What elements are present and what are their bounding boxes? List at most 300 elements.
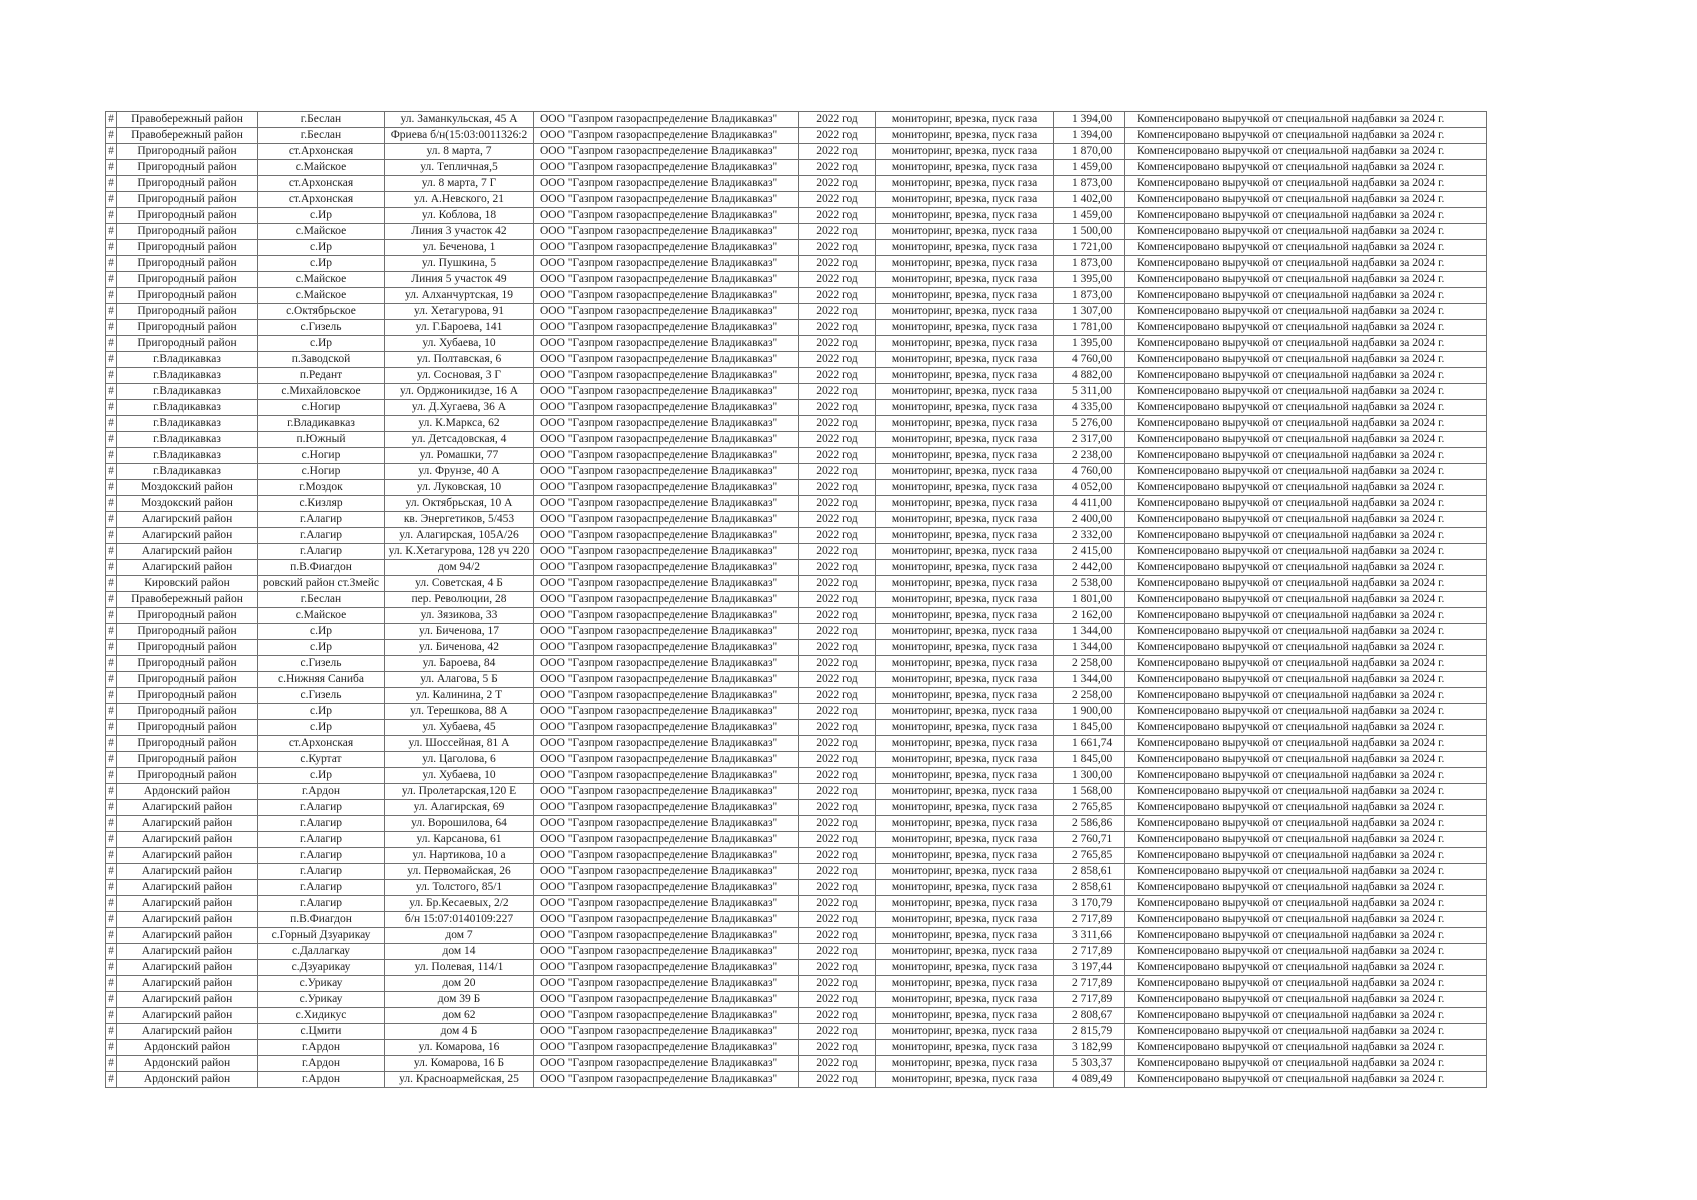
district-cell[interactable]: Ардонский район	[117, 1040, 258, 1056]
district-cell[interactable]: Алагирский район	[117, 912, 258, 928]
work-type-cell[interactable]: мониторинг, врезка, пуск газа	[876, 976, 1054, 992]
district-cell[interactable]: Пригородный район	[117, 192, 258, 208]
row-number-cell[interactable]: #	[106, 880, 117, 896]
organization-cell[interactable]: ООО "Газпром газораспределение Владикавказ"	[534, 272, 799, 288]
organization-cell[interactable]: ООО "Газпром газораспределение Владикавказ"	[534, 176, 799, 192]
amount-cell[interactable]: 1 568,00	[1054, 784, 1125, 800]
district-cell[interactable]: Алагирский район	[117, 832, 258, 848]
address-cell[interactable]: ул. Цаголова, 6	[385, 752, 534, 768]
work-type-cell[interactable]: мониторинг, врезка, пуск газа	[876, 416, 1054, 432]
locality-cell[interactable]: с.Ир	[258, 704, 385, 720]
organization-cell[interactable]: ООО "Газпром газораспределение Владикавказ"	[534, 992, 799, 1008]
locality-cell[interactable]: г.Беслан	[258, 592, 385, 608]
locality-cell[interactable]: г.Алагир	[258, 528, 385, 544]
work-type-cell[interactable]: мониторинг, врезка, пуск газа	[876, 288, 1054, 304]
note-cell[interactable]: Компенсировано выручкой от специальной надбавки за 2024 г.	[1125, 976, 1487, 992]
district-cell[interactable]: Моздокский район	[117, 480, 258, 496]
locality-cell[interactable]: г.Ардон	[258, 784, 385, 800]
note-cell[interactable]: Компенсировано выручкой от специальной надбавки за 2024 г.	[1125, 720, 1487, 736]
work-type-cell[interactable]: мониторинг, врезка, пуск газа	[876, 944, 1054, 960]
locality-cell[interactable]: г.Алагир	[258, 816, 385, 832]
year-cell[interactable]: 2022 год	[799, 384, 876, 400]
address-cell[interactable]: ул. Советская, 4 Б	[385, 576, 534, 592]
year-cell[interactable]: 2022 год	[799, 608, 876, 624]
address-cell[interactable]: ул. 8 марта, 7 Г	[385, 176, 534, 192]
year-cell[interactable]: 2022 год	[799, 752, 876, 768]
note-cell[interactable]: Компенсировано выручкой от специальной надбавки за 2024 г.	[1125, 704, 1487, 720]
organization-cell[interactable]: ООО "Газпром газораспределение Владикавказ"	[534, 720, 799, 736]
amount-cell[interactable]: 5 311,00	[1054, 384, 1125, 400]
address-cell[interactable]: ул. Коблова, 18	[385, 208, 534, 224]
locality-cell[interactable]: г.Алагир	[258, 544, 385, 560]
year-cell[interactable]: 2022 год	[799, 672, 876, 688]
year-cell[interactable]: 2022 год	[799, 1040, 876, 1056]
locality-cell[interactable]: г.Алагир	[258, 864, 385, 880]
organization-cell[interactable]: ООО "Газпром газораспределение Владикавказ"	[534, 224, 799, 240]
row-number-cell[interactable]: #	[106, 144, 117, 160]
row-number-cell[interactable]: #	[106, 480, 117, 496]
work-type-cell[interactable]: мониторинг, врезка, пуск газа	[876, 176, 1054, 192]
locality-cell[interactable]: г.Ардон	[258, 1072, 385, 1088]
year-cell[interactable]: 2022 год	[799, 288, 876, 304]
district-cell[interactable]: Пригородный район	[117, 640, 258, 656]
work-type-cell[interactable]: мониторинг, врезка, пуск газа	[876, 816, 1054, 832]
locality-cell[interactable]: г.Беслан	[258, 128, 385, 144]
work-type-cell[interactable]: мониторинг, врезка, пуск газа	[876, 704, 1054, 720]
work-type-cell[interactable]: мониторинг, врезка, пуск газа	[876, 208, 1054, 224]
row-number-cell[interactable]: #	[106, 992, 117, 1008]
year-cell[interactable]: 2022 год	[799, 640, 876, 656]
row-number-cell[interactable]: #	[106, 288, 117, 304]
locality-cell[interactable]: с.Ир	[258, 256, 385, 272]
address-cell[interactable]: ул. Луковская, 10	[385, 480, 534, 496]
amount-cell[interactable]: 1 900,00	[1054, 704, 1125, 720]
work-type-cell[interactable]: мониторинг, врезка, пуск газа	[876, 656, 1054, 672]
year-cell[interactable]: 2022 год	[799, 272, 876, 288]
row-number-cell[interactable]: #	[106, 928, 117, 944]
district-cell[interactable]: Пригородный район	[117, 304, 258, 320]
organization-cell[interactable]: ООО "Газпром газораспределение Владикавказ"	[534, 480, 799, 496]
amount-cell[interactable]: 4 882,00	[1054, 368, 1125, 384]
organization-cell[interactable]: ООО "Газпром газораспределение Владикавказ"	[534, 368, 799, 384]
amount-cell[interactable]: 1 395,00	[1054, 336, 1125, 352]
amount-cell[interactable]: 5 276,00	[1054, 416, 1125, 432]
amount-cell[interactable]: 1 873,00	[1054, 176, 1125, 192]
address-cell[interactable]: ул. Алагирская, 69	[385, 800, 534, 816]
year-cell[interactable]: 2022 год	[799, 784, 876, 800]
amount-cell[interactable]: 2 717,89	[1054, 944, 1125, 960]
row-number-cell[interactable]: #	[106, 512, 117, 528]
district-cell[interactable]: Алагирский район	[117, 864, 258, 880]
amount-cell[interactable]: 2 717,89	[1054, 912, 1125, 928]
year-cell[interactable]: 2022 год	[799, 304, 876, 320]
organization-cell[interactable]: ООО "Газпром газораспределение Владикавказ"	[534, 784, 799, 800]
amount-cell[interactable]: 2 717,89	[1054, 992, 1125, 1008]
locality-cell[interactable]: ст.Архонская	[258, 192, 385, 208]
note-cell[interactable]: Компенсировано выручкой от специальной надбавки за 2024 г.	[1125, 384, 1487, 400]
year-cell[interactable]: 2022 год	[799, 512, 876, 528]
address-cell[interactable]: ул. Фрунзе, 40 А	[385, 464, 534, 480]
district-cell[interactable]: г.Владикавказ	[117, 384, 258, 400]
note-cell[interactable]: Компенсировано выручкой от специальной надбавки за 2024 г.	[1125, 528, 1487, 544]
year-cell[interactable]: 2022 год	[799, 720, 876, 736]
amount-cell[interactable]: 1 307,00	[1054, 304, 1125, 320]
organization-cell[interactable]: ООО "Газпром газораспределение Владикавказ"	[534, 1040, 799, 1056]
note-cell[interactable]: Компенсировано выручкой от специальной надбавки за 2024 г.	[1125, 576, 1487, 592]
year-cell[interactable]: 2022 год	[799, 400, 876, 416]
year-cell[interactable]: 2022 год	[799, 240, 876, 256]
organization-cell[interactable]: ООО "Газпром газораспределение Владикавказ"	[534, 320, 799, 336]
note-cell[interactable]: Компенсировано выручкой от специальной надбавки за 2024 г.	[1125, 736, 1487, 752]
locality-cell[interactable]: с.Майское	[258, 160, 385, 176]
address-cell[interactable]: Линия 5 участок 49	[385, 272, 534, 288]
organization-cell[interactable]: ООО "Газпром газораспределение Владикавказ"	[534, 864, 799, 880]
amount-cell[interactable]: 2 765,85	[1054, 800, 1125, 816]
address-cell[interactable]: дом 62	[385, 1008, 534, 1024]
work-type-cell[interactable]: мониторинг, врезка, пуск газа	[876, 304, 1054, 320]
year-cell[interactable]: 2022 год	[799, 576, 876, 592]
organization-cell[interactable]: ООО "Газпром газораспределение Владикавказ"	[534, 624, 799, 640]
note-cell[interactable]: Компенсировано выручкой от специальной надбавки за 2024 г.	[1125, 1024, 1487, 1040]
note-cell[interactable]: Компенсировано выручкой от специальной надбавки за 2024 г.	[1125, 912, 1487, 928]
locality-cell[interactable]: г.Алагир	[258, 512, 385, 528]
district-cell[interactable]: Правобережный район	[117, 592, 258, 608]
note-cell[interactable]: Компенсировано выручкой от специальной надбавки за 2024 г.	[1125, 432, 1487, 448]
district-cell[interactable]: Алагирский район	[117, 960, 258, 976]
address-cell[interactable]: ул. А.Невского, 21	[385, 192, 534, 208]
year-cell[interactable]: 2022 год	[799, 128, 876, 144]
amount-cell[interactable]: 5 303,37	[1054, 1056, 1125, 1072]
district-cell[interactable]: Пригородный район	[117, 608, 258, 624]
amount-cell[interactable]: 1 344,00	[1054, 672, 1125, 688]
address-cell[interactable]: ул. Тепличная,5	[385, 160, 534, 176]
work-type-cell[interactable]: мониторинг, врезка, пуск газа	[876, 1040, 1054, 1056]
year-cell[interactable]: 2022 год	[799, 912, 876, 928]
work-type-cell[interactable]: мониторинг, врезка, пуск газа	[876, 752, 1054, 768]
locality-cell[interactable]: с.Майское	[258, 288, 385, 304]
locality-cell[interactable]: с.Хидикус	[258, 1008, 385, 1024]
locality-cell[interactable]: с.Ир	[258, 208, 385, 224]
year-cell[interactable]: 2022 год	[799, 416, 876, 432]
note-cell[interactable]: Компенсировано выручкой от специальной надбавки за 2024 г.	[1125, 160, 1487, 176]
row-number-cell[interactable]: #	[106, 368, 117, 384]
work-type-cell[interactable]: мониторинг, врезка, пуск газа	[876, 368, 1054, 384]
note-cell[interactable]: Компенсировано выручкой от специальной надбавки за 2024 г.	[1125, 752, 1487, 768]
note-cell[interactable]: Компенсировано выручкой от специальной надбавки за 2024 г.	[1125, 224, 1487, 240]
row-number-cell[interactable]: #	[106, 672, 117, 688]
address-cell[interactable]: ул. Д.Хугаева, 36 А	[385, 400, 534, 416]
work-type-cell[interactable]: мониторинг, врезка, пуск газа	[876, 272, 1054, 288]
locality-cell[interactable]: п.Заводской	[258, 352, 385, 368]
locality-cell[interactable]: с.Октябрьское	[258, 304, 385, 320]
locality-cell[interactable]: с.Ир	[258, 240, 385, 256]
note-cell[interactable]: Компенсировано выручкой от специальной надбавки за 2024 г.	[1125, 656, 1487, 672]
organization-cell[interactable]: ООО "Газпром газораспределение Владикавказ"	[534, 448, 799, 464]
district-cell[interactable]: Ардонский район	[117, 1072, 258, 1088]
note-cell[interactable]: Компенсировано выручкой от специальной надбавки за 2024 г.	[1125, 864, 1487, 880]
amount-cell[interactable]: 1 721,00	[1054, 240, 1125, 256]
amount-cell[interactable]: 4 411,00	[1054, 496, 1125, 512]
organization-cell[interactable]: ООО "Газпром газораспределение Владикавказ"	[534, 688, 799, 704]
amount-cell[interactable]: 1 394,00	[1054, 128, 1125, 144]
amount-cell[interactable]: 4 089,49	[1054, 1072, 1125, 1088]
note-cell[interactable]: Компенсировано выручкой от специальной надбавки за 2024 г.	[1125, 112, 1487, 128]
locality-cell[interactable]: с.Майское	[258, 224, 385, 240]
work-type-cell[interactable]: мониторинг, врезка, пуск газа	[876, 512, 1054, 528]
amount-cell[interactable]: 2 586,86	[1054, 816, 1125, 832]
locality-cell[interactable]: с.Ир	[258, 720, 385, 736]
district-cell[interactable]: Пригородный район	[117, 272, 258, 288]
row-number-cell[interactable]: #	[106, 704, 117, 720]
address-cell[interactable]: ул. Заманкульская, 45 А	[385, 112, 534, 128]
address-cell[interactable]: ул. Нартикова, 10 а	[385, 848, 534, 864]
note-cell[interactable]: Компенсировано выручкой от специальной надбавки за 2024 г.	[1125, 896, 1487, 912]
note-cell[interactable]: Компенсировано выручкой от специальной надбавки за 2024 г.	[1125, 288, 1487, 304]
year-cell[interactable]: 2022 год	[799, 320, 876, 336]
row-number-cell[interactable]: #	[106, 608, 117, 624]
organization-cell[interactable]: ООО "Газпром газораспределение Владикавказ"	[534, 240, 799, 256]
work-type-cell[interactable]: мониторинг, врезка, пуск газа	[876, 576, 1054, 592]
row-number-cell[interactable]: #	[106, 336, 117, 352]
address-cell[interactable]: дом 4 Б	[385, 1024, 534, 1040]
amount-cell[interactable]: 1 873,00	[1054, 256, 1125, 272]
address-cell[interactable]: ул. Зязикова, 33	[385, 608, 534, 624]
address-cell[interactable]: ул. Биченова, 17	[385, 624, 534, 640]
organization-cell[interactable]: ООО "Газпром газораспределение Владикавказ"	[534, 464, 799, 480]
district-cell[interactable]: Правобережный район	[117, 112, 258, 128]
note-cell[interactable]: Компенсировано выручкой от специальной надбавки за 2024 г.	[1125, 784, 1487, 800]
row-number-cell[interactable]: #	[106, 976, 117, 992]
district-cell[interactable]: Пригородный район	[117, 176, 258, 192]
amount-cell[interactable]: 1 459,00	[1054, 208, 1125, 224]
note-cell[interactable]: Компенсировано выручкой от специальной надбавки за 2024 г.	[1125, 352, 1487, 368]
note-cell[interactable]: Компенсировано выручкой от специальной надбавки за 2024 г.	[1125, 1072, 1487, 1088]
address-cell[interactable]: ул. Орджоникидзе, 16 А	[385, 384, 534, 400]
amount-cell[interactable]: 3 197,44	[1054, 960, 1125, 976]
organization-cell[interactable]: ООО "Газпром газораспределение Владикавказ"	[534, 704, 799, 720]
note-cell[interactable]: Компенсировано выручкой от специальной надбавки за 2024 г.	[1125, 304, 1487, 320]
row-number-cell[interactable]: #	[106, 800, 117, 816]
district-cell[interactable]: г.Владикавказ	[117, 352, 258, 368]
row-number-cell[interactable]: #	[106, 528, 117, 544]
locality-cell[interactable]: с.Майское	[258, 608, 385, 624]
locality-cell[interactable]: п.Редант	[258, 368, 385, 384]
row-number-cell[interactable]: #	[106, 560, 117, 576]
locality-cell[interactable]: с.Гизель	[258, 656, 385, 672]
work-type-cell[interactable]: мониторинг, врезка, пуск газа	[876, 1072, 1054, 1088]
address-cell[interactable]: ул. Комарова, 16 Б	[385, 1056, 534, 1072]
address-cell[interactable]: дом 14	[385, 944, 534, 960]
district-cell[interactable]: Ардонский район	[117, 784, 258, 800]
amount-cell[interactable]: 1 781,00	[1054, 320, 1125, 336]
work-type-cell[interactable]: мониторинг, врезка, пуск газа	[876, 896, 1054, 912]
work-type-cell[interactable]: мониторинг, врезка, пуск газа	[876, 672, 1054, 688]
locality-cell[interactable]: с.Куртат	[258, 752, 385, 768]
amount-cell[interactable]: 1 870,00	[1054, 144, 1125, 160]
district-cell[interactable]: Алагирский район	[117, 880, 258, 896]
address-cell[interactable]: кв. Энергетиков, 5/453	[385, 512, 534, 528]
work-type-cell[interactable]: мониторинг, врезка, пуск газа	[876, 880, 1054, 896]
organization-cell[interactable]: ООО "Газпром газораспределение Владикавказ"	[534, 352, 799, 368]
district-cell[interactable]: Пригородный район	[117, 320, 258, 336]
organization-cell[interactable]: ООО "Газпром газораспределение Владикавказ"	[534, 400, 799, 416]
address-cell[interactable]: ул. Алханчуртская, 19	[385, 288, 534, 304]
district-cell[interactable]: Алагирский район	[117, 800, 258, 816]
note-cell[interactable]: Компенсировано выручкой от специальной надбавки за 2024 г.	[1125, 144, 1487, 160]
year-cell[interactable]: 2022 год	[799, 544, 876, 560]
district-cell[interactable]: Алагирский район	[117, 848, 258, 864]
amount-cell[interactable]: 2 538,00	[1054, 576, 1125, 592]
amount-cell[interactable]: 1 873,00	[1054, 288, 1125, 304]
locality-cell[interactable]: с.Цмити	[258, 1024, 385, 1040]
organization-cell[interactable]: ООО "Газпром газораспределение Владикавказ"	[534, 160, 799, 176]
work-type-cell[interactable]: мониторинг, врезка, пуск газа	[876, 384, 1054, 400]
locality-cell[interactable]: ст.Архонская	[258, 176, 385, 192]
year-cell[interactable]: 2022 год	[799, 448, 876, 464]
note-cell[interactable]: Компенсировано выручкой от специальной надбавки за 2024 г.	[1125, 800, 1487, 816]
district-cell[interactable]: Алагирский район	[117, 976, 258, 992]
work-type-cell[interactable]: мониторинг, врезка, пуск газа	[876, 928, 1054, 944]
address-cell[interactable]: ул. Калинина, 2 Т	[385, 688, 534, 704]
organization-cell[interactable]: ООО "Газпром газораспределение Владикавказ"	[534, 144, 799, 160]
work-type-cell[interactable]: мониторинг, врезка, пуск газа	[876, 624, 1054, 640]
note-cell[interactable]: Компенсировано выручкой от специальной надбавки за 2024 г.	[1125, 368, 1487, 384]
locality-cell[interactable]: г.Владикавказ	[258, 416, 385, 432]
row-number-cell[interactable]: #	[106, 176, 117, 192]
note-cell[interactable]: Компенсировано выручкой от специальной надбавки за 2024 г.	[1125, 320, 1487, 336]
locality-cell[interactable]: с.Нижняя Саниба	[258, 672, 385, 688]
work-type-cell[interactable]: мониторинг, врезка, пуск газа	[876, 688, 1054, 704]
amount-cell[interactable]: 2 442,00	[1054, 560, 1125, 576]
locality-cell[interactable]: п.Южный	[258, 432, 385, 448]
year-cell[interactable]: 2022 год	[799, 432, 876, 448]
work-type-cell[interactable]: мониторинг, врезка, пуск газа	[876, 832, 1054, 848]
organization-cell[interactable]: ООО "Газпром газораспределение Владикавказ"	[534, 112, 799, 128]
organization-cell[interactable]: ООО "Газпром газораспределение Владикавказ"	[534, 432, 799, 448]
district-cell[interactable]: Пригородный район	[117, 144, 258, 160]
work-type-cell[interactable]: мониторинг, врезка, пуск газа	[876, 592, 1054, 608]
work-type-cell[interactable]: мониторинг, врезка, пуск газа	[876, 256, 1054, 272]
work-type-cell[interactable]: мониторинг, врезка, пуск газа	[876, 800, 1054, 816]
note-cell[interactable]: Компенсировано выручкой от специальной надбавки за 2024 г.	[1125, 928, 1487, 944]
district-cell[interactable]: Пригородный район	[117, 256, 258, 272]
row-number-cell[interactable]: #	[106, 832, 117, 848]
organization-cell[interactable]: ООО "Газпром газораспределение Владикавказ"	[534, 976, 799, 992]
work-type-cell[interactable]: мониторинг, врезка, пуск газа	[876, 432, 1054, 448]
row-number-cell[interactable]: #	[106, 400, 117, 416]
address-cell[interactable]: ул. Сосновая, 3 Г	[385, 368, 534, 384]
year-cell[interactable]: 2022 год	[799, 208, 876, 224]
row-number-cell[interactable]: #	[106, 960, 117, 976]
year-cell[interactable]: 2022 год	[799, 864, 876, 880]
locality-cell[interactable]: с.Кизляр	[258, 496, 385, 512]
locality-cell[interactable]: с.Урикау	[258, 992, 385, 1008]
year-cell[interactable]: 2022 год	[799, 656, 876, 672]
row-number-cell[interactable]: #	[106, 656, 117, 672]
note-cell[interactable]: Компенсировано выручкой от специальной надбавки за 2024 г.	[1125, 992, 1487, 1008]
amount-cell[interactable]: 3 170,79	[1054, 896, 1125, 912]
address-cell[interactable]: дом 39 Б	[385, 992, 534, 1008]
district-cell[interactable]: Пригородный район	[117, 336, 258, 352]
amount-cell[interactable]: 3 311,66	[1054, 928, 1125, 944]
note-cell[interactable]: Компенсировано выручкой от специальной надбавки за 2024 г.	[1125, 448, 1487, 464]
organization-cell[interactable]: ООО "Газпром газораспределение Владикавказ"	[534, 800, 799, 816]
note-cell[interactable]: Компенсировано выручкой от специальной надбавки за 2024 г.	[1125, 832, 1487, 848]
organization-cell[interactable]: ООО "Газпром газораспределение Владикавказ"	[534, 560, 799, 576]
row-number-cell[interactable]: #	[106, 768, 117, 784]
note-cell[interactable]: Компенсировано выручкой от специальной надбавки за 2024 г.	[1125, 480, 1487, 496]
address-cell[interactable]: ул. Полевая, 114/1	[385, 960, 534, 976]
work-type-cell[interactable]: мониторинг, врезка, пуск газа	[876, 992, 1054, 1008]
note-cell[interactable]: Компенсировано выручкой от специальной надбавки за 2024 г.	[1125, 1040, 1487, 1056]
locality-cell[interactable]: г.Алагир	[258, 800, 385, 816]
work-type-cell[interactable]: мониторинг, врезка, пуск газа	[876, 160, 1054, 176]
work-type-cell[interactable]: мониторинг, врезка, пуск газа	[876, 768, 1054, 784]
address-cell[interactable]: ул. Карсанова, 61	[385, 832, 534, 848]
row-number-cell[interactable]: #	[106, 1072, 117, 1088]
locality-cell[interactable]: с.Горный Дзуарикау	[258, 928, 385, 944]
work-type-cell[interactable]: мониторинг, врезка, пуск газа	[876, 1024, 1054, 1040]
locality-cell[interactable]: п.В.Фиагдон	[258, 560, 385, 576]
note-cell[interactable]: Компенсировано выручкой от специальной надбавки за 2024 г.	[1125, 608, 1487, 624]
note-cell[interactable]: Компенсировано выручкой от специальной надбавки за 2024 г.	[1125, 560, 1487, 576]
amount-cell[interactable]: 2 258,00	[1054, 688, 1125, 704]
row-number-cell[interactable]: #	[106, 128, 117, 144]
district-cell[interactable]: Алагирский район	[117, 992, 258, 1008]
work-type-cell[interactable]: мониторинг, врезка, пуск газа	[876, 864, 1054, 880]
address-cell[interactable]: пер. Революции, 28	[385, 592, 534, 608]
year-cell[interactable]: 2022 год	[799, 1024, 876, 1040]
year-cell[interactable]: 2022 год	[799, 896, 876, 912]
address-cell[interactable]: ул. Красноармейская, 25	[385, 1072, 534, 1088]
year-cell[interactable]: 2022 год	[799, 928, 876, 944]
amount-cell[interactable]: 2 162,00	[1054, 608, 1125, 624]
organization-cell[interactable]: ООО "Газпром газораспределение Владикавказ"	[534, 944, 799, 960]
district-cell[interactable]: Пригородный район	[117, 688, 258, 704]
organization-cell[interactable]: ООО "Газпром газораспределение Владикавказ"	[534, 816, 799, 832]
organization-cell[interactable]: ООО "Газпром газораспределение Владикавказ"	[534, 256, 799, 272]
organization-cell[interactable]: ООО "Газпром газораспределение Владикавказ"	[534, 656, 799, 672]
work-type-cell[interactable]: мониторинг, врезка, пуск газа	[876, 144, 1054, 160]
year-cell[interactable]: 2022 год	[799, 496, 876, 512]
work-type-cell[interactable]: мониторинг, врезка, пуск газа	[876, 464, 1054, 480]
district-cell[interactable]: Алагирский район	[117, 528, 258, 544]
work-type-cell[interactable]: мониторинг, врезка, пуск газа	[876, 1056, 1054, 1072]
amount-cell[interactable]: 2 415,00	[1054, 544, 1125, 560]
row-number-cell[interactable]: #	[106, 304, 117, 320]
amount-cell[interactable]: 1 300,00	[1054, 768, 1125, 784]
locality-cell[interactable]: г.Алагир	[258, 880, 385, 896]
note-cell[interactable]: Компенсировано выручкой от специальной надбавки за 2024 г.	[1125, 640, 1487, 656]
address-cell[interactable]: ул. Толстого, 85/1	[385, 880, 534, 896]
amount-cell[interactable]: 2 258,00	[1054, 656, 1125, 672]
district-cell[interactable]: г.Владикавказ	[117, 464, 258, 480]
district-cell[interactable]: Алагирский район	[117, 928, 258, 944]
locality-cell[interactable]: с.Ногир	[258, 400, 385, 416]
locality-cell[interactable]: г.Ардон	[258, 1056, 385, 1072]
address-cell[interactable]: ул. Хубаева, 10	[385, 336, 534, 352]
organization-cell[interactable]: ООО "Газпром газораспределение Владикавказ"	[534, 416, 799, 432]
row-number-cell[interactable]: #	[106, 192, 117, 208]
note-cell[interactable]: Компенсировано выручкой от специальной надбавки за 2024 г.	[1125, 176, 1487, 192]
row-number-cell[interactable]: #	[106, 736, 117, 752]
row-number-cell[interactable]: #	[106, 352, 117, 368]
locality-cell[interactable]: с.Михайловское	[258, 384, 385, 400]
organization-cell[interactable]: ООО "Газпром газораспределение Владикавказ"	[534, 736, 799, 752]
organization-cell[interactable]: ООО "Газпром газораспределение Владикавказ"	[534, 832, 799, 848]
row-number-cell[interactable]: #	[106, 272, 117, 288]
work-type-cell[interactable]: мониторинг, врезка, пуск газа	[876, 912, 1054, 928]
